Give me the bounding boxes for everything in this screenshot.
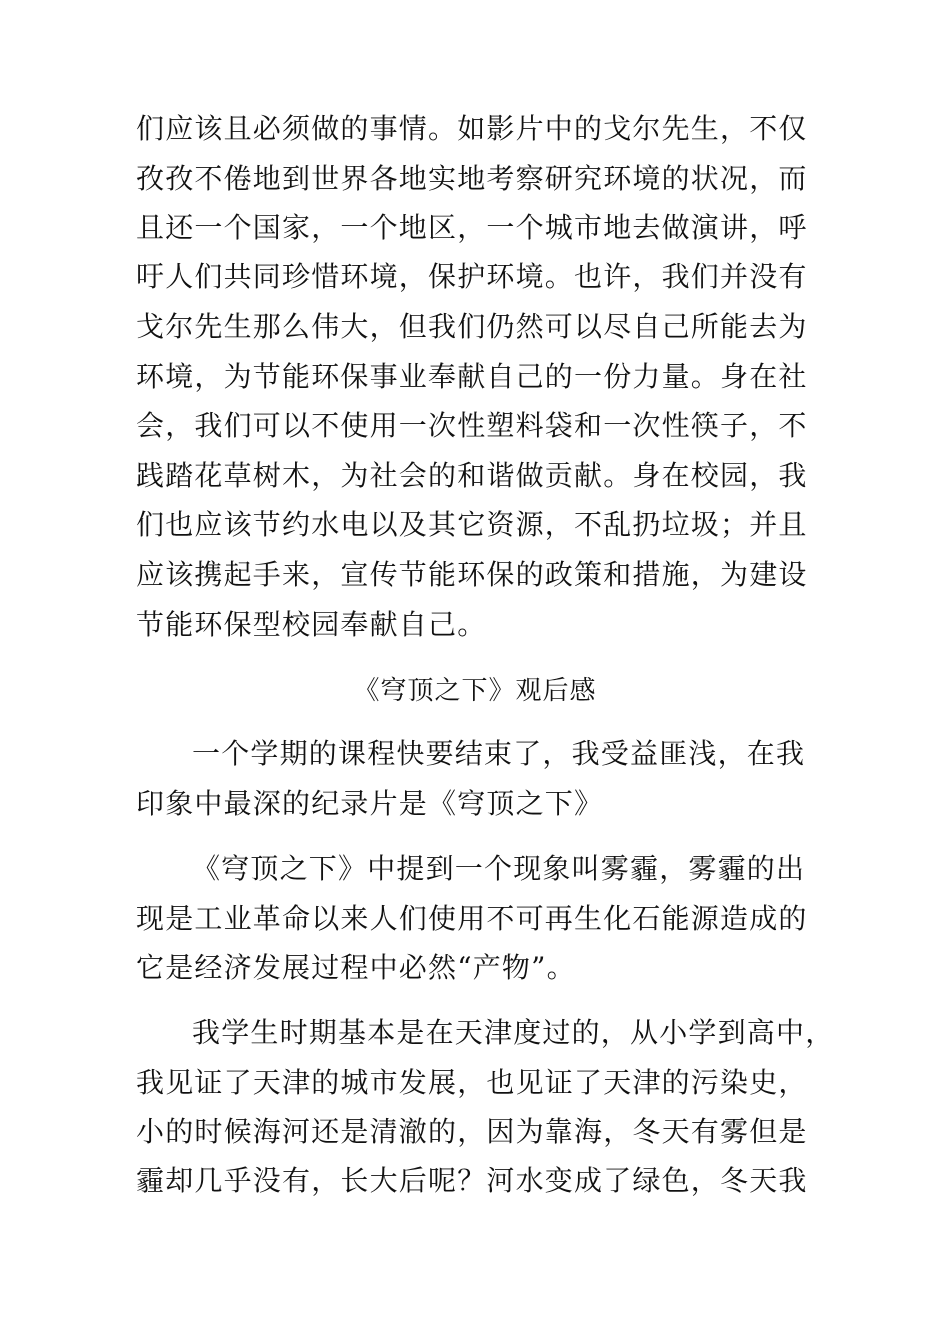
paragraph-line: 们应该且必须做的事情。如影片中的戈尔先生，不仅 [136, 112, 808, 145]
paragraph-line: 环境，为节能环保事业奉献自己的一份力量。身在社 [136, 360, 808, 393]
section-title: 《穹顶之下》观后感 [353, 676, 597, 706]
paragraph-line: 会，我们可以不使用一次性塑料袋和一次性筷子，不 [136, 409, 808, 442]
paragraph-line: 霾却几乎没有，长大后呢？河水变成了绿色，冬天我 [136, 1164, 808, 1197]
paragraph-line: 一个学期的课程快要结束了，我受益匪浅，在我 [192, 737, 806, 770]
paragraph-line: 应该携起手来，宣传节能环保的政策和措施，为建设 [136, 558, 808, 591]
paragraph-line: 印象中最深的纪录片是《穹顶之下》 [136, 787, 604, 820]
paragraph-line: 《穹顶之下》中提到一个现象叫雾霾，雾霾的出 [192, 852, 806, 885]
paragraph-line: 小的时候海河还是清澈的，因为靠海，冬天有雾但是 [136, 1115, 808, 1148]
paragraph-line: 节能环保型校园奉献自己。 [136, 608, 487, 641]
paragraph-line: 践踏花草树木，为社会的和谐做贡献。身在校园，我 [136, 459, 808, 492]
paragraph-line: 且还一个国家，一个地区，一个城市地去做演讲，呼 [136, 211, 808, 244]
paragraph-line: 孜孜不倦地到世界各地实地考察研究环境的状况，而 [136, 162, 808, 195]
paragraph-line: 现是工业革命以来人们使用不可再生化石能源造成的 [136, 902, 808, 935]
paragraph-line: 我学生时期基本是在天津度过的，从小学到高中， [192, 1016, 835, 1049]
paragraph-line: 它是经济发展过程中必然“产物”。 [136, 951, 576, 984]
paragraph-line: 们也应该节约水电以及其它资源，不乱扔垃圾；并且 [136, 508, 808, 541]
paragraph-line: 我见证了天津的城市发展，也见证了天津的污染史， [136, 1066, 808, 1099]
paragraph-line: 戈尔先生那么伟大，但我们仍然可以尽自己所能去为 [136, 310, 808, 343]
paragraph-line: 吁人们共同珍惜环境，保护环境。也许，我们并没有 [136, 260, 808, 293]
